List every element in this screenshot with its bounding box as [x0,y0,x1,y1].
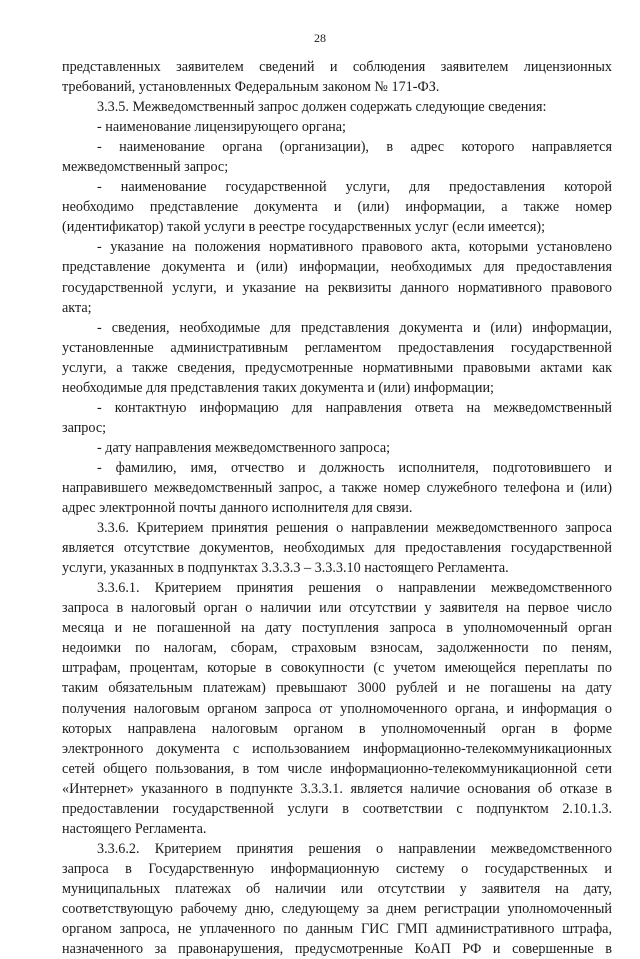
text-line: - наименование органа (организации), в адрес которого направляется [97,139,612,156]
text-line: направившего межведомственный запрос, а также номер служебного телефона и (или) [62,479,612,496]
text-line: - дату направления межведомственного запроса; [97,439,391,456]
text-line: - наименование государственной услуги, для предоставления которой [97,179,612,196]
text-line: государственной услуги, и указание на реквизиты данного нормативного правового [62,279,612,296]
text-line: - фамилию, имя, отчество и должность исполнителя, подготовившего и [97,459,612,476]
document-body [62,57,612,959]
text-line: штрафам, процентам, которые в совокупности (с учетом имеющейся переплаты по [62,660,612,677]
text-line: муниципальных платежах об наличии или отсутствии у заявителя на дату, [62,880,612,897]
text-line: 3.3.5. Межведомственный запрос должен содержать следующие сведения: [97,99,547,116]
text-line: недоимки по налогам, сборам, страховым взносам, задолженности по пеням, [62,640,612,657]
text-line: электронного документа с использованием информационно-телекоммуникационных [62,740,612,757]
text-line: запроса в налоговый орган о наличии или отсутствии у заявителя на первое число [62,600,612,617]
text-line: услуги, указанных в подпунктах 3.3.3.3 – 3.3.3.10 настоящего Регламента. [62,560,509,577]
text-line: - указание на положения нормативного правового акта, которыми установлено [97,239,612,256]
text-line: необходимо представление документа и (или) информации, а также номер [62,199,612,216]
text-line: представление документа и (или) информации, необходимых для предоставления [62,259,612,276]
text-line: услуги, а также сведения, предусмотренные нормативными правовыми актами как [62,359,612,376]
text-line: акта; [62,299,92,316]
text-line: настоящего Регламента. [62,820,207,837]
text-line: - контактную информацию для направления ответа на межведомственный [97,399,612,416]
text-line: адрес электронной почты данного исполнителя для связи. [62,500,413,517]
text-line: таким обязательным платежам) превышают 3000 рублей и не погашены на дату [62,680,612,697]
text-line: - сведения, необходимые для представления документа и (или) информации, [97,319,612,336]
text-line: «Интернет» указанного в подпункте 3.3.3.1. является наличие основания об отказе в [62,780,612,797]
text-line: получения налоговым органом запроса от уполномоченного органа, и информация о [62,700,612,717]
page-number: 28 [314,31,326,45]
text-line: запрос; [62,419,107,436]
text-line: органом запроса, не уплаченного по данным ГИС ГМП административного штрафа, [62,921,612,938]
text-line: сетей общего пользования, в том числе информационно-телекоммуникационной сети [62,760,612,777]
text-line: межведомственный запрос; [62,159,229,176]
text-line: предоставлении государственной услуги в соответствии с подпунктом 2.10.1.3. [62,800,612,817]
text-line: назначенного за правонарушения, предусмотренные КоАП РФ и совершенные в [62,941,612,958]
text-line: 3.3.6.2. Критерием принятия решения о направлении межведомственного [97,840,612,857]
text-line: необходимые для представления таких документа и (или) информации; [62,379,495,396]
text-line: 3.3.6.1. Критерием принятия решения о направлении межведомственного [97,580,612,597]
text-line: - наименование лицензирующего органа; [97,119,346,136]
text-line: (идентификатор) такой услуги в реестре государственных услуг (если имеется); [62,219,546,236]
text-line: которых направлена налоговым органом в уполномоченный орган в форме [62,720,612,737]
text-line: запроса в Государственную информационную систему о государственных и [62,860,612,877]
text-line: 3.3.6. Критерием принятия решения о направлении межведомственного запроса [97,520,612,537]
text-line: месяца и не погашенной на дату поступления запроса в уполномоченный орган [62,620,612,637]
text-line: установленные административным регламентом предоставления государственной [62,339,612,356]
text-line: соответствующую рабочему дню, следующему за днем регистрации уполномоченный [62,900,612,917]
text-line: является отсутствие документов, необходимых для предоставления государственной [62,540,612,557]
text-line: требований, установленных Федеральным законом № 171-ФЗ. [62,79,440,96]
text-line: представленных заявителем сведений и соблюдения заявителем лицензионных [62,59,612,75]
